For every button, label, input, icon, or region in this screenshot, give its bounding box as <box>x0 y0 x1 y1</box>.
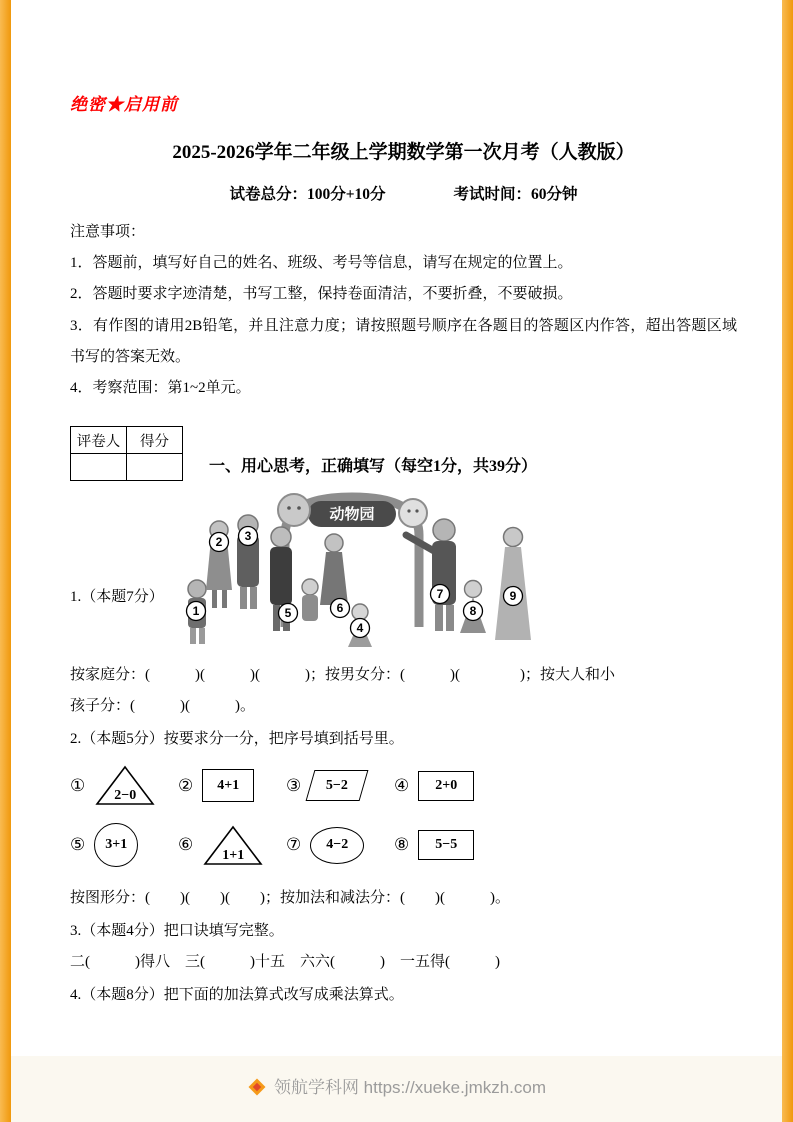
shape-row-2 <box>70 823 737 867</box>
shape-item-1 <box>70 764 178 807</box>
question-1-answer-line-2: 孩子分：( )( )。 <box>70 697 255 714</box>
person-number-badge-1 <box>187 602 206 621</box>
shape-item-number: ④ <box>394 775 410 795</box>
question-1-answer-line-1: 按家庭分：( )( )( )；按男女分：( )( )；按大人和小 <box>70 667 615 684</box>
person-number-badge-5 <box>279 604 298 623</box>
triangle-shape <box>202 824 264 867</box>
score-table <box>70 426 183 481</box>
lion-eye <box>415 510 418 513</box>
shape-item-3 <box>286 770 394 801</box>
circle-shape <box>94 823 138 867</box>
shape-expression: 4−2 <box>326 837 349 853</box>
score-cell-grader <box>71 454 127 481</box>
question-2-answer-line: 按图形分：( )( )( )；按加法和减法分：( )( )。 <box>70 890 510 907</box>
shape-item-number: ⑧ <box>394 835 410 855</box>
shape-item-number: ⑦ <box>286 835 302 855</box>
shape-expression: 2+0 <box>435 777 458 793</box>
triangle-shape <box>94 764 156 807</box>
question-1 <box>70 485 737 660</box>
zoo-illustration <box>182 485 574 655</box>
shape-expression: 1+1 <box>222 847 245 863</box>
paper-content <box>70 0 737 1010</box>
shape-item-number: ③ <box>286 775 302 795</box>
section-one-heading: 一、用心思考，正确填写（每空1分，共39分） <box>209 458 538 476</box>
paper-subtitle <box>70 182 737 204</box>
lion-face-icon <box>399 499 427 527</box>
question-4-label: 4.（本题8分）把下面的加法算式改写成乘法算式。 <box>70 986 404 1003</box>
elephant-face-icon <box>278 494 310 526</box>
shape-item-number: ⑥ <box>178 835 194 855</box>
zoo-sign-text: 动物园 <box>329 506 375 524</box>
shape-item-4 <box>394 771 502 801</box>
shape-item-number: ① <box>70 775 86 795</box>
shape-expression: 2−0 <box>114 788 137 804</box>
svg-text:8: 8 <box>469 604 477 619</box>
person-number-badge-6 <box>331 599 350 618</box>
secrecy-notice: 绝密★启用前 <box>70 95 178 114</box>
person-figure-dad-pointing <box>406 519 456 631</box>
note-item-2: 2．答题时要求字迹清楚，书写工整，保持卷面清洁，不要折叠，不要破损。 <box>70 286 573 303</box>
note-item-3: 3．有作图的请用2B铅笔，并且注意力度；请按照题号顺序在各题目的答题区内作答，超出答题区域书写的答案无效。 <box>70 317 737 365</box>
svg-text:7: 7 <box>436 587 444 602</box>
question-1-label: 1.（本题7分） <box>70 589 164 606</box>
score-section <box>70 426 737 481</box>
question-3-answer-line: 二( )得八 三( )十五 六六( ) 一五得( ) <box>70 953 500 970</box>
total-score-label: 试卷总分：100分+10分 <box>229 186 386 203</box>
person-number-badge-8 <box>464 602 483 621</box>
person-number-badge-7 <box>431 585 450 604</box>
site-watermark <box>0 1073 793 1098</box>
shape-expression: 5−2 <box>326 777 349 793</box>
elephant-eye <box>287 506 291 510</box>
question-3-label: 3.（本题4分）把口诀填写完整。 <box>70 923 284 940</box>
shape-row-1 <box>70 764 737 807</box>
zoo-illustration-wrap <box>182 485 737 660</box>
parallelogram-shape <box>306 770 369 801</box>
rectangle-shape <box>418 830 474 860</box>
exam-notes <box>70 217 737 404</box>
note-item-4: 4．考察范围：第1~2单元。 <box>70 379 251 396</box>
svg-text:4: 4 <box>356 621 364 636</box>
person-figure-boy-mid <box>302 579 318 621</box>
page-border-left <box>0 0 11 1122</box>
shape-item-2 <box>178 769 286 802</box>
ellipse-shape <box>310 827 364 864</box>
square-shape <box>202 769 254 802</box>
svg-text:1: 1 <box>192 604 200 619</box>
shape-expression: 5−5 <box>435 837 458 853</box>
score-header-grader: 评卷人 <box>71 427 127 454</box>
shape-item-7 <box>286 827 394 864</box>
person-number-badge-4 <box>351 619 370 638</box>
rectangle-shape <box>418 771 474 801</box>
svg-text:3: 3 <box>244 529 252 544</box>
person-figure-woman-mid <box>320 534 348 605</box>
elephant-eye <box>297 506 301 510</box>
svg-text:9: 9 <box>509 589 517 604</box>
person-number-badge-2 <box>210 533 229 552</box>
shape-expression: 4+1 <box>217 777 240 793</box>
shape-item-5 <box>70 823 178 867</box>
question-2-shape-grid <box>70 764 737 867</box>
person-number-badge-3 <box>239 527 258 546</box>
paper-title: 2025-2026学年二年级上学期数学第一次月考（人教版） <box>172 142 635 163</box>
site-logo-icon <box>247 1077 267 1097</box>
svg-text:2: 2 <box>215 535 223 550</box>
score-cell-score <box>127 454 183 481</box>
shape-item-number: ⑤ <box>70 835 86 855</box>
shape-item-6 <box>178 824 286 867</box>
page-border-right <box>782 0 793 1122</box>
shape-item-8 <box>394 830 502 860</box>
svg-text:6: 6 <box>336 601 344 616</box>
shape-item-number: ② <box>178 775 194 795</box>
person-figure-woman-right <box>495 528 531 641</box>
svg-text:5: 5 <box>284 606 292 621</box>
note-item-1: 1．答题前，填写好自己的姓名、班级、考号等信息，请写在规定的位置上。 <box>70 255 573 272</box>
shape-expression: 3+1 <box>105 837 128 853</box>
question-2-label: 2.（本题5分）按要求分一分，把序号填到括号里。 <box>70 730 404 747</box>
exam-time-label: 考试时间：60分钟 <box>453 186 578 203</box>
notes-title: 注意事项： <box>70 224 146 240</box>
site-watermark-text: 领航学科网 https://xueke.jmkzh.com <box>273 1078 547 1097</box>
person-number-badge-9 <box>504 587 523 606</box>
score-header-score: 得分 <box>127 427 183 454</box>
lion-eye <box>407 510 410 513</box>
